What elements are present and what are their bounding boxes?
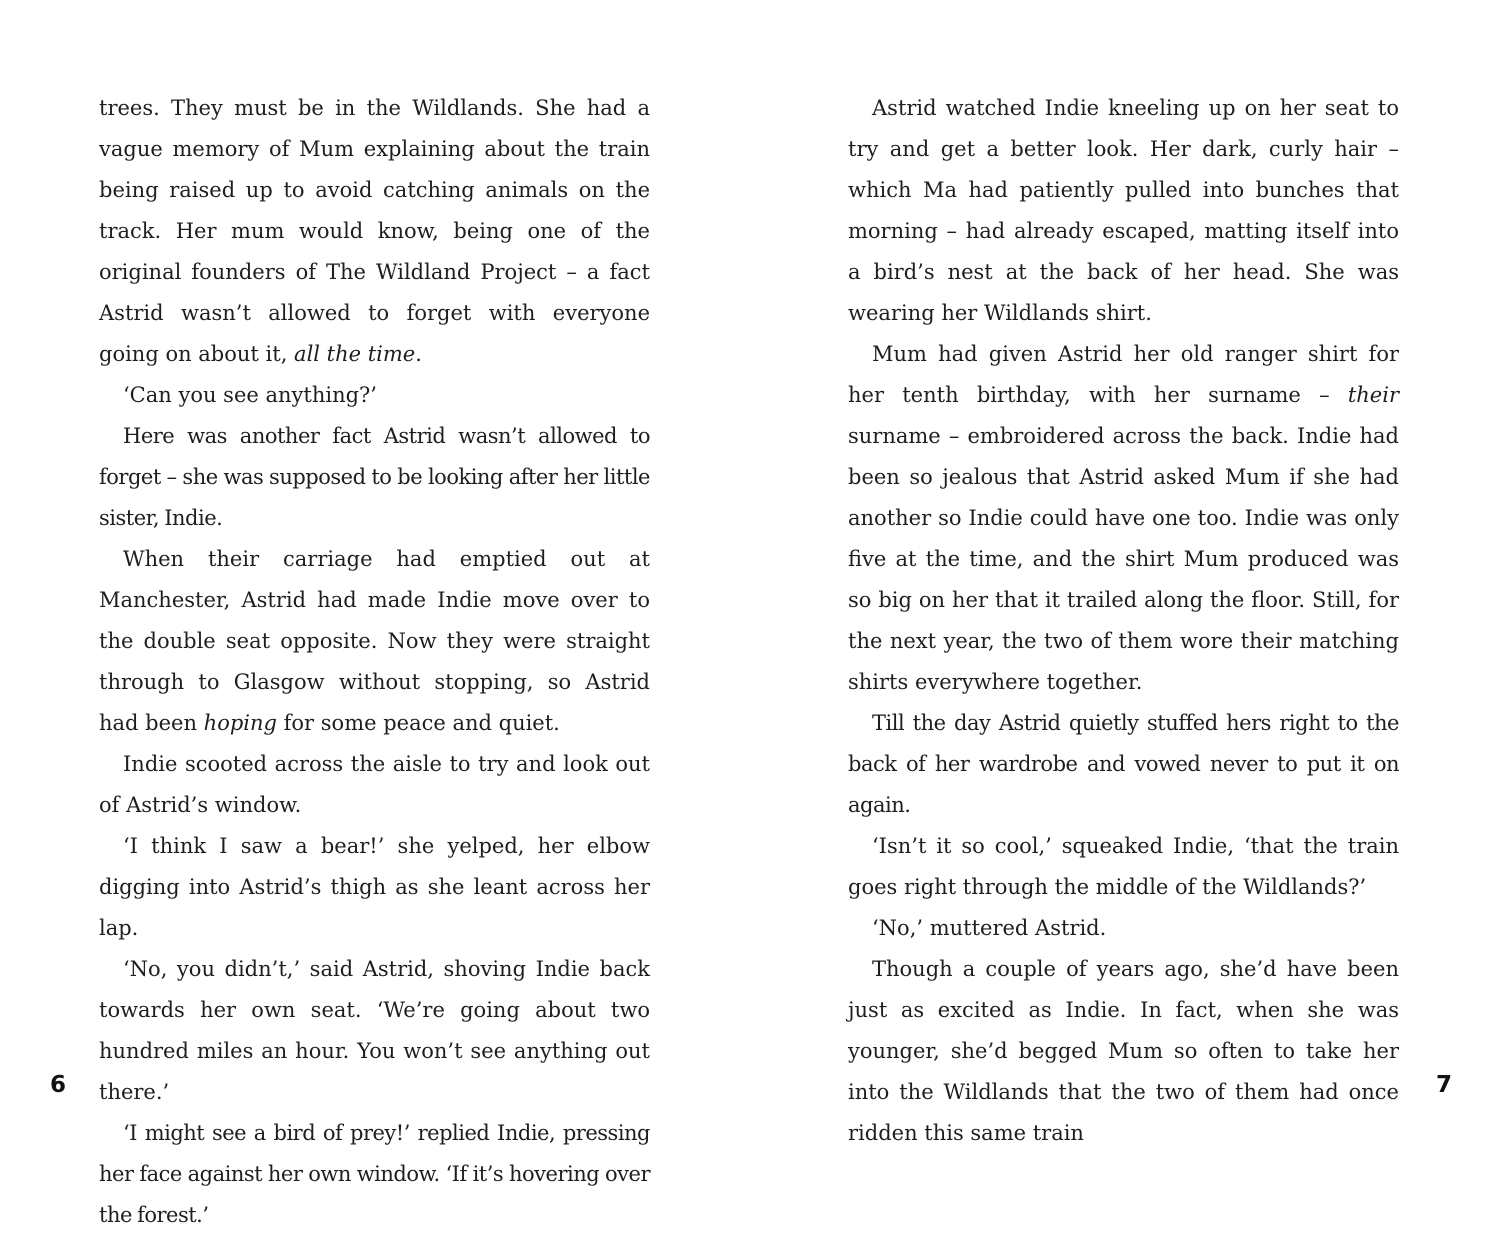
paragraph: Here was another fact Astrid wasn’t allowed to forget – she was supposed to be looking after her little sister, Indie. — [99, 424, 650, 530]
paragraph: Though a couple of years ago, she’d have been just as excited as Indie. In fact, when she was younger, she’d begged Mum so often to take her into the Wildlands that the two of them had once ridden this same train — [848, 957, 1399, 1145]
page-number: 7 — [1436, 1072, 1453, 1098]
paragraph: Indie scooted across the aisle to try and look out of Astrid’s window. — [99, 752, 650, 817]
paragraph: trees. They must be in the Wildlands. She had a vague memory of Mum explaining about the train being raised up to avoid catching animals on the track. Her mum would know, being one of the original founders of The Wildland Project – a fact Astrid wasn’t allowed to forget with everyone going on about it, all the time. — [99, 96, 650, 366]
left-page — [0, 0, 750, 1227]
paragraph: Till the day Astrid quietly stuffed hers right to the back of her wardrobe and vowed never to put it on again. — [848, 711, 1399, 817]
paragraph: ‘No, you didn’t,’ said Astrid, shoving Indie back towards her own seat. ‘We’re going about two hundred miles an hour. You won’t see anything out there.’ — [99, 957, 650, 1104]
paragraph: ‘Isn’t it so cool,’ squeaked Indie, ‘that the train goes right through the middle of the Wildlands?’ — [848, 834, 1399, 899]
right-page-text — [848, 88, 1399, 1154]
paragraph: ‘Can you see anything?’ — [123, 383, 377, 407]
page-number: 6 — [50, 1072, 67, 1098]
paragraph: ‘I think I saw a bear!’ she yelped, her elbow digging into Astrid’s thigh as she leant across her lap. — [99, 834, 650, 940]
left-page-text — [99, 88, 650, 1236]
paragraph: ‘I might see a bird of prey!’ replied Indie, pressing her face against her own window. ‘If it’s hovering over the forest.’ — [99, 1121, 650, 1227]
paragraph: When their carriage had emptied out at Manchester, Astrid had made Indie move over to the double seat opposite. Now they were straight through to Glasgow without stopping, so Astrid had been hoping for some peace and quiet. — [99, 547, 650, 735]
paragraph: Mum had given Astrid her old ranger shirt for her tenth birthday, with her surname – their surname – embroidered across the back. Indie had been so jealous that Astrid asked Mum if she had another so Indie could have one too. Indie was only five at the time, and the shirt Mum produced was so big on her that it trailed along the floor. Still, for the next year, the two of them wore their matching shirts everywhere together. — [848, 342, 1399, 694]
right-page — [750, 0, 1500, 1151]
paragraph: Astrid watched Indie kneeling up on her seat to try and get a better look. Her dark, curly hair – which Ma had patiently pulled into bunches that morning – had already escaped, matting itself into a bird’s nest at the back of her head. She was wearing her Wildlands shirt. — [848, 96, 1399, 325]
paragraph: ‘No,’ muttered Astrid. — [872, 916, 1107, 940]
